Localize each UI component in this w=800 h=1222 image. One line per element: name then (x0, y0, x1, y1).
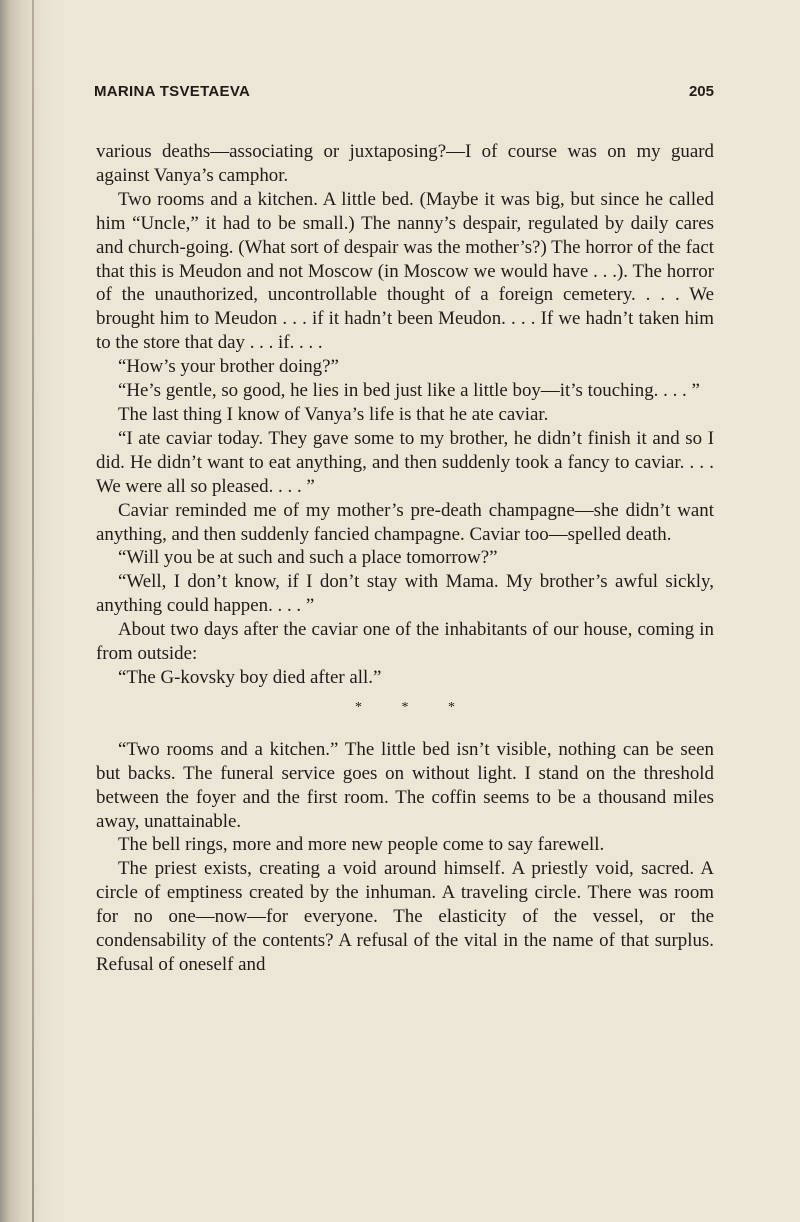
paragraph: “The G-kovsky boy died after all.” (118, 666, 382, 688)
binding-shadow (32, 0, 34, 1222)
section-one (96, 140, 714, 690)
paragraph: “I ate caviar today. They gave some to my brother, he didn’t finish it and so I did. He didn’t want to eat anything, and then suddenly took a fancy to caviar. . . . We were all so pleased. . . . ” (96, 427, 714, 497)
page-header (94, 83, 714, 103)
paragraph: About two days after the caviar one of the inhabitants of our house, coming in from outside: (96, 619, 714, 665)
paragraph: “Well, I don’t know, if I don’t stay with Mama. My brother’s awful sickly, anything could happen. . . . ” (96, 571, 714, 617)
section-two (96, 738, 714, 977)
book-gutter (0, 0, 60, 1222)
paragraph: “Will you be at such and such a place tomorrow?” (118, 547, 498, 569)
paragraph: various deaths—associating or juxtaposing?—I of course was on my guard against Vanya’s camphor. (96, 141, 714, 186)
running-head: MARINA TSVETAEVA (94, 83, 251, 100)
paragraph: “Two rooms and a kitchen.” The little bed isn’t visible, nothing can be seen but backs. The funeral service goes on without light. I stand on the threshold between the foyer and the first room. The coffin seems to be a thousand miles away, unattainable. (96, 738, 714, 832)
paragraph: The last thing I know of Vanya’s life is that he ate caviar. (118, 403, 549, 425)
paragraph: “He’s gentle, so good, he lies in bed just like a little boy—it’s touching. . . . ” (118, 380, 700, 402)
section-separator: * * * (355, 699, 473, 715)
body-text (96, 140, 714, 977)
paragraph: “How’s your brother doing?” (118, 356, 339, 378)
paragraph: The bell rings, more and more new people come to say farewell. (118, 834, 605, 856)
paragraph: Two rooms and a kitchen. A little bed. (Maybe it was big, but since he called him “Uncle,” it had to be small.) The nanny’s despair, regulated by daily cares and church-going. (What sort of despair was the mother’s?) The horror of the fact that this is Meudon and not Moscow (in Moscow we would have . . .). The horror of the unauthorized, uncontrollable thought of a foreign cemetery. . . . We brought him to Meudon . . . if it hadn’t been Meudon. . . . If we hadn’t taken him to the store that day . . . if. . . . (96, 188, 714, 354)
paragraph: Caviar reminded me of my mother’s pre-death champagne—she didn’t want anything, and then suddenly fancied champagne. Caviar too—spelled death. (96, 499, 714, 545)
paragraph: The priest exists, creating a void around himself. A priestly void, sacred. A circle of emptiness created by the inhuman. A traveling circle. There was room for no one—now—for everyone. The elasticity of the vessel, or the condensability of the contents? A refusal of the vital in the name of that surplus. Refusal of oneself and (96, 858, 714, 975)
page-number: 205 (688, 83, 714, 100)
